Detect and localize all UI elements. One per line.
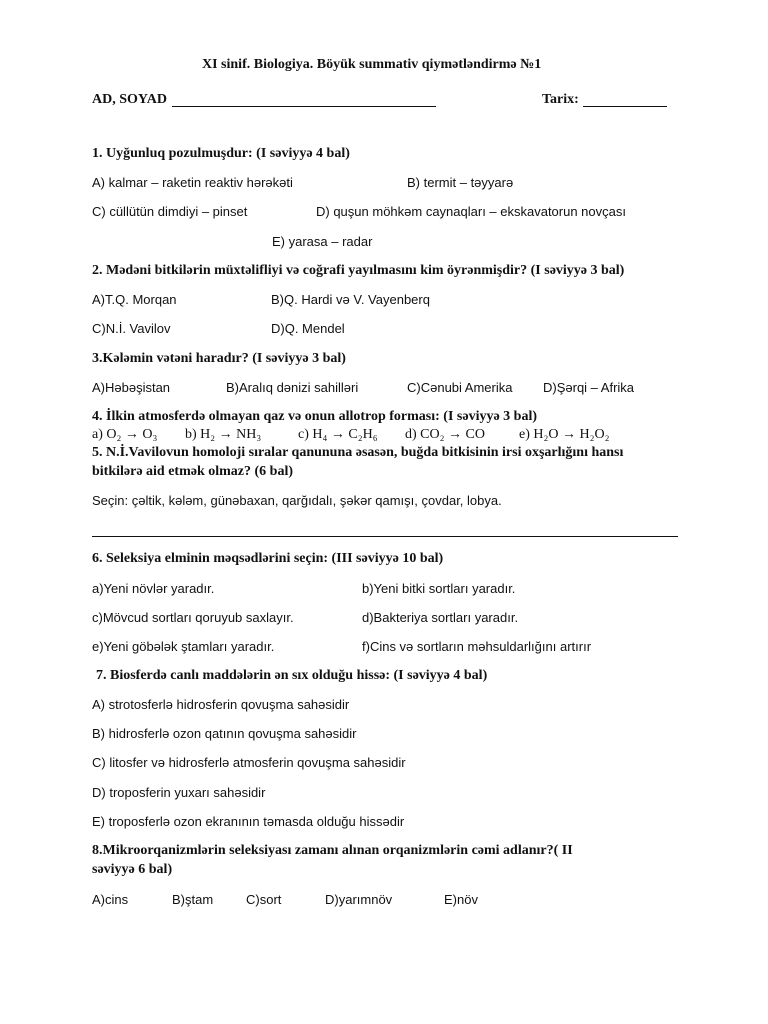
q4-option-c: c) H₄ → C₂H₆	[298, 427, 378, 442]
q7-option-d: D) troposferin yuxarı sahəsidir	[92, 785, 266, 800]
question-5-title-line1: 5. N.İ.Vavilovun homoloji sıralar qanununa əsasən, buğda bitkisinin irsi oxşarlığını hansı	[92, 445, 624, 460]
q4-option-b: b) H₂ → NH₃	[185, 427, 262, 442]
q7-option-e: E) troposferlə ozon ekranının təmasda olduğu hissədir	[92, 814, 405, 829]
question-5-title-line2: bitkilərə aid etmək olmaz? (6 bal)	[92, 464, 294, 479]
question-2-title: 2. Mədəni bitkilərin müxtəlifliyi və coğrafi yayılmasını kim öyrənmişdir? (I səviyyə 3 bal)	[92, 263, 625, 278]
q1-option-c: C) cüllütün dimdiyi – pinset	[92, 204, 248, 219]
q1-option-b: B) termit – təyyarə	[407, 175, 514, 190]
q2-option-a: A)T.Q. Morqan	[92, 292, 177, 307]
q6-option-f: f)Cins və sortların məhsuldarlığını artırır	[362, 639, 592, 654]
q6-option-a: a)Yeni növlər yaradır.	[92, 581, 215, 596]
name-blank-line	[172, 106, 436, 107]
q5-answer-line	[92, 536, 678, 537]
q8-option-d: D)yarımnöv	[325, 892, 393, 907]
q3-option-b: B)Aralıq dənizi sahilləri	[226, 380, 359, 395]
q4-option-d: d) CO₂ → CO	[405, 427, 485, 442]
q5-choices: Seçin: çəltik, kələm, günəbaxan, qarğıdalı, şəkər qamışı, çovdar, lobya.	[92, 493, 502, 508]
page-title: XI sinif. Biologiya. Böyük summativ qiymətləndirmə №1	[202, 57, 542, 72]
q7-option-c: C) litosfer və hidrosferlə atmosferin qovuşma sahəsidir	[92, 755, 406, 770]
q7-option-a: A) strotosferlə hidrosferin qovuşma sahəsidir	[92, 697, 350, 712]
q2-option-d: D)Q. Mendel	[271, 321, 345, 336]
q1-option-e: E) yarasa – radar	[272, 234, 373, 249]
name-label: AD, SOYAD	[92, 92, 167, 107]
q6-option-c: c)Mövcud sortları qoruyub saxlayır.	[92, 610, 294, 625]
q3-option-d: D)Şərqi – Afrika	[543, 380, 635, 395]
question-6-title: 6. Seleksiya elminin məqsədlərini seçin: (III səviyyə 10 bal)	[92, 551, 444, 566]
q8-option-e: E)növ	[444, 892, 478, 907]
question-8-title-line2: səviyyə 6 bal)	[92, 862, 173, 877]
question-1-title: 1. Uyğunluq pozulmuşdur: (I səviyyə 4 bal)	[92, 146, 350, 161]
q6-option-b: b)Yeni bitki sortları yaradır.	[362, 581, 516, 596]
question-7-title: 7. Biosferdə canlı maddələrin ən sıx olduğu hissə: (I səviyyə 4 bal)	[96, 668, 488, 683]
q4-option-a: a) O₂ → O₃	[92, 427, 158, 442]
date-label: Tarix:	[542, 92, 579, 107]
date-blank-line	[583, 106, 667, 107]
q3-option-a: A)Həbəşistan	[92, 380, 171, 395]
q2-option-c: C)N.İ. Vavilov	[92, 321, 171, 336]
q8-option-c: C)sort	[246, 892, 282, 907]
q3-option-c: C)Cənubi Amerika	[407, 380, 513, 395]
question-3-title: 3.Kələmin vətəni haradır? (I səviyyə 3 bal)	[92, 351, 346, 366]
q7-option-b: B) hidrosferlə ozon qatının qovuşma sahəsidir	[92, 726, 357, 741]
q8-option-a: A)cins	[92, 892, 129, 907]
question-8-title-line1: 8.Mikroorqanizmlərin seleksiyası zamanı alınan orqanizmlərin cəmi adlanır?( II	[92, 843, 573, 858]
q4-option-e: e) H₂O → H₂O₂	[519, 427, 610, 442]
q1-option-d: D) quşun möhkəm caynaqları – ekskavatorun novçası	[316, 204, 626, 219]
q8-option-b: B)ştam	[172, 892, 214, 907]
q1-option-a: A) kalmar – raketin reaktiv hərəkəti	[92, 175, 293, 190]
question-4-title: 4. İlkin atmosferdə olmayan qaz və onun allotrop forması: (I səviyyə 3 bal)	[92, 409, 538, 424]
q2-option-b: B)Q. Hardi və V. Vayenberq	[271, 292, 430, 307]
q6-option-e: e)Yeni göbələk ştamları yaradır.	[92, 639, 275, 654]
q6-option-d: d)Bakteriya sortları yaradır.	[362, 610, 519, 625]
